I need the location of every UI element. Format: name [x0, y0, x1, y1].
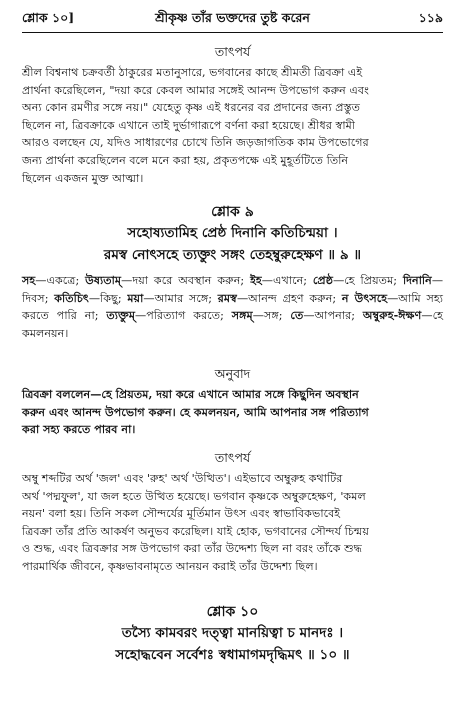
translation-paragraph — [22, 386, 443, 439]
sloka-title: শ্লোক ৯ — [211, 204, 254, 220]
verse-line: সহোদ্ধবেন সর্বেশঃ স্বধামাগমদৃদ্ধিমৎ ॥ ১০ ॥ — [115, 647, 350, 663]
header-chapter-title: শ্রীকৃষ্ণ তাঁর ভক্তদের তুষ্ট করেন — [155, 10, 310, 25]
page-number: ১১৯ — [418, 10, 443, 25]
ww-term: ন উৎসহে — [341, 290, 388, 305]
verse-line: রমস্ব নোৎসহে ত্যক্তুং সঙ্গং তেহম্বুরুহেক্ষণ ॥ ৯ ॥ — [103, 247, 362, 263]
ww-term: উষ্যতাম্ — [85, 273, 122, 287]
header-verse-reference: শ্লোক ১০] — [22, 10, 75, 25]
ww-meaning: —পরিত্যাগ করতে; — [135, 309, 232, 323]
page-header — [22, 10, 443, 30]
text-line: প্রার্থনা করেছিলেন, "দয়া করে কেবল আমার সঙ্গেই আনন্দ উপভোগ করুন এবং — [22, 83, 369, 97]
ww-term: সঙ্গম্ — [231, 308, 253, 323]
text-line: আরও বলছেন যে, যদিও সাধারণের চোখে তিনি জড়জাগতিক কাম উপভোগের — [22, 136, 369, 150]
text-line: অম্বু শব্দটির অর্থ 'জল' এবং 'রুহ' অর্থ 'উত্থিত'। এইভাবে অম্বুরুহ কথাটির — [22, 472, 343, 485]
text-line: ত্রিবক্রা তাঁর প্রতি আকর্ষণ অনুভব করেছিল। যাই হোক, ভগবানের সৌন্দর্য চিন্ময় — [22, 524, 369, 538]
purport-heading: তাৎপর্য — [214, 450, 251, 465]
text-line: ত্রিবক্রা বললেন—হে প্রিয়তম, দয়া করে এখানে আমার সঙ্গে কিছুদিন অবস্থান — [22, 387, 359, 401]
ww-meaning: —একত্রে; — [35, 274, 86, 287]
text-line: অন্য কোন রমণীর সঙ্গে নয়।" যেহেতু কৃষ্ণ এই ধরনের বর প্রদানের জন্য প্রস্তুত — [22, 101, 361, 115]
text-line: পারমার্থিক জীবনে, কৃষ্ণভাবনামৃতে আনয়ন করাই তাঁর উদ্দেশ্য ছিল। — [22, 559, 318, 573]
ww-term: দিনানি — [402, 273, 432, 287]
ww-meaning: —আপনার; — [303, 309, 363, 323]
ww-term: ইহ — [250, 273, 262, 287]
ww-term: সহ — [22, 273, 36, 287]
ww-term: ময়া — [127, 290, 144, 305]
text-line: নয়ন' বলা হয়। তিনি সকল সৌন্দর্যের মূর্তিমান উৎস এবং স্বাভাবিকভাবেই — [22, 507, 341, 521]
ww-term: প্রেষ্ঠ — [312, 273, 334, 287]
text-line: করুন এবং আনন্দ উপভোগ করুন। হে কমলনয়ন, আমি আপনার সঙ্গ পরিত্যাগ — [22, 404, 369, 419]
header-divider — [22, 32, 443, 33]
ww-term: কতিচিৎ — [54, 290, 89, 305]
text-line: ছিলেন না, ত্রিবক্রাকে এখানে তাই দুর্ভাগারূপে বর্ণনা করা হয়েছে। শ্রীধর স্বামী — [22, 118, 356, 132]
verse-line: সহোষ্যতামিহ প্রেষ্ঠ দিনানি কতিচিন্ময়া । — [127, 225, 338, 241]
verse-line: তস্যৈ কামবরং দত্ত্বা মানয়িত্বা চ মানদঃ । — [121, 625, 344, 641]
ww-meaning: —কিছু; — [88, 291, 128, 305]
purport-heading: তাৎপর্য — [214, 44, 251, 59]
purport-paragraph — [22, 64, 443, 187]
ww-meaning: —আনন্দ গ্রহণ করুন; — [236, 291, 342, 305]
text-line: জন্য প্রার্থনা করেছিলেন বলে মনে করা হয়, প্রকৃতপক্ষে এই মুহূর্তটিতে তিনি — [22, 153, 349, 167]
ww-meaning: —দিবস; — [22, 274, 444, 305]
text-line: করা সহ্য করতে পারব না। — [22, 422, 136, 437]
ww-meaning: —হে প্রিয়তম; — [333, 274, 403, 287]
sanskrit-verse — [22, 622, 443, 666]
ww-meaning: —আমি সহ্য করতে পারি না; — [22, 291, 443, 323]
word-for-word — [22, 272, 443, 342]
ww-term: অম্বুরুহ-ঈক্ষণ — [362, 308, 422, 323]
ww-meaning: —হে কমলনয়ন। — [22, 309, 443, 340]
text-line: অর্থ 'পদ্মফুল', যা জল হতে উত্থিত হয়েছে। ভগবান কৃষ্ণকে অম্বুরুহেক্ষণ, 'কমল — [22, 489, 366, 503]
sanskrit-verse — [22, 222, 443, 266]
text-line: ও শুদ্ধ, এবং ত্রিবক্রার সঙ্গ উপভোগ করা তাঁর উদ্দেশ্য ছিল না বরং তাঁকে শুদ্ধ — [22, 542, 362, 556]
ww-meaning: —সঙ্গ; — [252, 309, 291, 323]
text-line: ছিলেন একজন মুক্ত আত্মা। — [22, 171, 144, 185]
ww-meaning: —এখানে; — [261, 274, 313, 287]
sloka-title: শ্লোক ১০ — [206, 604, 259, 620]
text-line: শ্রীল বিশ্বনাথ চক্রবর্তী ঠাকুরের মতানুসারে, ভগবানের কাছে শ্রীমতী ত্রিবক্রা এই — [22, 66, 363, 79]
translation-heading: অনুবাদ — [214, 366, 251, 381]
ww-meaning: —দয়া করে অবস্থান করুন; — [121, 274, 251, 287]
ww-meaning: —আমার সঙ্গে; — [143, 291, 218, 305]
purport-paragraph — [22, 470, 443, 576]
ww-term: তে — [290, 308, 304, 323]
ww-term: ত্যক্তুম্ — [106, 308, 136, 323]
ww-term: রমস্ব — [217, 290, 237, 305]
